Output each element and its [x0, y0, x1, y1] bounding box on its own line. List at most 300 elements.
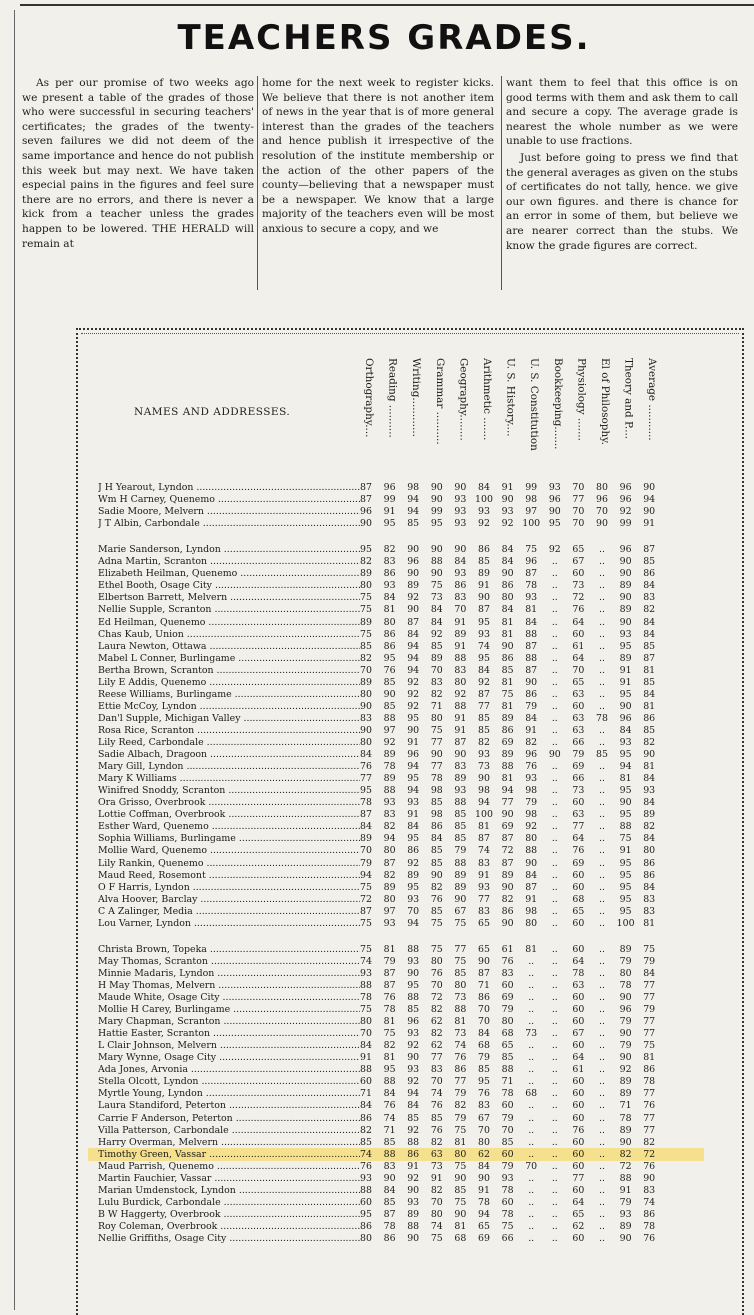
teacher-name: Nellie Supple, Scranton ..... [98, 604, 360, 616]
grade-cell: .. [599, 1016, 605, 1028]
grade-cell: 86 [360, 1220, 372, 1232]
grade-cell: 83 [643, 1184, 656, 1196]
teacher-name: Esther Ward, Quenemo ..... [98, 821, 360, 833]
table-row [78, 494, 738, 506]
grade-cell: 90 [430, 482, 443, 493]
grade-cell: 98 [478, 785, 490, 797]
grade-cell: 91 [478, 869, 490, 881]
grade-cell: .. [599, 797, 605, 809]
grade-cell: 80 [430, 955, 443, 967]
grade-cell: 93 [383, 797, 396, 809]
grade-cell: 60 [360, 1076, 372, 1088]
grade-cell: .. [551, 773, 558, 785]
grade-cell: 60 [572, 881, 585, 893]
grade-cell: 96 [407, 1016, 420, 1028]
teacher-name: J H Yearout, Lyndon ..... [98, 482, 360, 494]
grade-cell: 94 [643, 494, 656, 506]
grade-cell: 75 [454, 955, 467, 967]
grade-cell: .. [528, 1124, 535, 1136]
article-paragraph: As per our promise of two weeks ago we present a table of the grades of those who were successful in securing teachers' certificates; the grades of the twenty-seven failures we did not deem of the same importance and hence do not publish this week but may next. We have taken especial pains in the figures and feel sure there are no errors, and there is never a kick from a teacher unless the grades happen to be lowered. THE HERALD will remain at [22, 77, 254, 250]
column-header: Theory and P.... [622, 358, 635, 440]
grade-cell: 82 [360, 556, 372, 568]
grade-cell: 96 [619, 712, 632, 724]
grade-cell: 77 [430, 1052, 443, 1064]
grade-cell: 90 [454, 482, 467, 493]
grade-cell: 74 [430, 1088, 443, 1100]
grade-cell: 76 [360, 761, 372, 773]
teacher-name: Ethel Booth, Osage City ..... [98, 580, 360, 592]
grade-cell: 86 [383, 640, 396, 652]
grade-cell: 86 [454, 580, 467, 592]
grade-cell: .. [599, 761, 605, 773]
grade-cell: .. [551, 967, 558, 979]
grade-cell: 94 [407, 494, 420, 506]
teacher-name: O F Harris, Lyndon ..... [98, 882, 360, 894]
grade-cell: .. [551, 1208, 558, 1220]
grade-cell: 96 [596, 494, 608, 506]
grade-cell: 81 [454, 1136, 467, 1148]
teacher-name: Mabel L Conner, Burlingame ..... [98, 653, 360, 665]
grade-cell: .. [551, 1004, 558, 1016]
teacher-name: Stella Olcott, Lyndon ..... [98, 1076, 360, 1088]
grade-cell: 96 [525, 556, 538, 568]
grade-cell: 88 [360, 1184, 372, 1196]
grade-cell: 91 [407, 737, 420, 748]
grade-cell: 86 [383, 628, 396, 640]
grade-cell: 76 [572, 1124, 585, 1136]
grade-cell: .. [599, 1148, 605, 1160]
teacher-name: B W Haggerty, Overbrook ..... [98, 1209, 360, 1221]
grade-cell: 88 [454, 797, 467, 809]
grade-cell: 80 [525, 833, 538, 845]
table-row [78, 1161, 738, 1173]
grade-cell: 90 [619, 1136, 632, 1148]
grade-cell: 93 [454, 785, 467, 797]
grade-cell: 86 [478, 544, 490, 556]
grade-cell: 75 [643, 1040, 656, 1052]
teacher-name: Winifred Snoddy, Scranton ..... [98, 785, 360, 797]
grade-cell: 87 [501, 833, 514, 845]
grade-cell: 93 [407, 955, 420, 967]
grade-cell: 81 [643, 700, 656, 712]
grade-cell: 93 [383, 580, 396, 592]
grade-cell: 83 [501, 967, 514, 979]
teacher-name: Carrie F Anderson, Peterton ..... [98, 1113, 360, 1125]
grade-cell: 88 [454, 700, 467, 712]
grade-cell: 73 [525, 1028, 538, 1040]
teacher-name: Roy Coleman, Overbrook ..... [98, 1221, 360, 1233]
grade-cell: 89 [360, 616, 372, 628]
teacher-name: Nellie Griffiths, Osage City ..... [98, 1233, 360, 1245]
grade-cell: .. [528, 1004, 535, 1016]
column-header: El of Philosophy. [599, 358, 611, 445]
grade-cell: 60 [572, 1016, 585, 1028]
grade-cell: 79 [525, 700, 538, 712]
grade-cell: 70 [360, 664, 372, 676]
grade-cell: 88 [454, 1004, 467, 1016]
grade-cell: 74 [360, 1148, 372, 1160]
grade-cell: 89 [619, 943, 632, 955]
grade-cell: .. [551, 1220, 558, 1232]
grade-cell: 90 [478, 955, 490, 967]
table-row [78, 653, 738, 665]
table-row [78, 1016, 738, 1028]
grade-cell: 84 [478, 664, 490, 676]
grade-cell: .. [528, 1016, 535, 1028]
teacher-name: Minnie Madaris, Lyndon ..... [98, 968, 360, 980]
grade-cell: 77 [643, 1124, 656, 1136]
grade-cell: .. [551, 664, 558, 676]
grade-cell: .. [599, 1088, 605, 1100]
grade-cell: 78 [383, 1220, 396, 1232]
grade-cell: 85 [501, 1052, 514, 1064]
grade-cell: 95 [383, 652, 396, 664]
grade-cell: 75 [430, 580, 443, 592]
grade-cell: 79 [454, 1112, 467, 1124]
grade-cell: 64 [572, 1196, 585, 1208]
grade-cell: 85 [643, 640, 656, 652]
grade-cell: 84 [643, 881, 656, 893]
grade-cell: 70 [572, 506, 585, 518]
grade-cell: 83 [383, 556, 396, 568]
grade-cell: 93 [407, 1196, 420, 1208]
grade-cell: 77 [430, 761, 443, 773]
grade-cell: 93 [407, 1064, 420, 1076]
grade-cell: 83 [383, 1160, 396, 1172]
grade-cell: 91 [454, 712, 467, 724]
grade-cell: 87 [383, 967, 396, 979]
grade-cell: 70 [478, 1124, 490, 1136]
teacher-name: Mary K Williams ..... [98, 773, 360, 785]
grade-cell: 81 [383, 1052, 396, 1064]
teacher-name: Rosa Rice, Scranton ..... [98, 725, 360, 737]
grade-cell: .. [551, 845, 558, 857]
grade-cell: 83 [360, 712, 372, 724]
grade-cell: 84 [360, 1100, 372, 1112]
grade-cell: 92 [407, 1040, 420, 1052]
grade-cell: 71 [501, 1076, 514, 1088]
table-row [78, 737, 738, 749]
grade-cell: 89 [619, 1124, 632, 1136]
grade-cell: 100 [616, 917, 635, 929]
grade-cell: 87 [525, 664, 538, 676]
grade-cell: 70 [478, 1016, 490, 1028]
table-row [78, 1064, 738, 1076]
grade-cell: .. [551, 943, 558, 955]
grade-cell: .. [551, 640, 558, 652]
teacher-name: Martin Fauchier, Vassar ..... [98, 1173, 360, 1185]
grade-cell: 99 [619, 518, 632, 530]
grade-cell: 86 [407, 1148, 420, 1160]
teacher-name: Ora Grisso, Overbrook ..... [98, 797, 360, 809]
table-row [78, 1221, 738, 1233]
grade-cell: 90 [360, 700, 372, 712]
grade-cell: 100 [475, 494, 493, 506]
grade-cell: 86 [478, 992, 490, 1003]
grade-cell: 93 [360, 967, 372, 979]
teacher-name: Maud Reed, Rosemont ..... [98, 870, 360, 882]
grade-cell: .. [551, 1064, 558, 1076]
grade-cell: 94 [407, 785, 420, 797]
grade-cell: 95 [360, 785, 372, 797]
grade-cell: 72 [572, 592, 585, 604]
grade-cell: 76 [643, 1100, 656, 1112]
grade-cell: 84 [407, 821, 420, 833]
grade-cell: 90 [407, 967, 420, 979]
table-row [78, 797, 738, 809]
grade-cell: 74 [643, 1196, 656, 1208]
grade-cell: .. [551, 1233, 558, 1244]
grade-cell: 89 [501, 749, 514, 761]
grade-cell: 82 [430, 1004, 443, 1016]
grade-cell: .. [528, 967, 535, 979]
table-row [78, 592, 738, 604]
grade-cell: 87 [360, 482, 372, 493]
grade-cell: 91 [407, 809, 420, 821]
grade-cell: 77 [454, 1076, 467, 1088]
grade-cell: 82 [430, 1184, 443, 1196]
grade-cell: .. [551, 1196, 558, 1208]
grade-cell: 90 [478, 773, 490, 785]
grade-cell: 95 [548, 518, 561, 530]
grade-cell: 60 [501, 1100, 514, 1112]
grade-cell: 81 [643, 917, 656, 929]
grade-cell: 86 [501, 652, 514, 664]
grade-cell: .. [599, 737, 605, 748]
grade-cell: 88 [430, 556, 443, 568]
table-row [78, 556, 738, 568]
grade-cell: 79 [501, 1160, 514, 1172]
grade-cell: 80 [360, 1233, 372, 1244]
table-row [78, 1004, 738, 1016]
grade-cell: 89 [619, 1088, 632, 1100]
grade-cell: 88 [407, 943, 420, 955]
grade-cell: 86 [643, 1064, 656, 1076]
grade-cell: 90 [501, 809, 514, 821]
grade-cell: 100 [522, 518, 541, 530]
grade-cell: 91 [454, 616, 467, 628]
table-row [78, 749, 738, 761]
grade-cell: 91 [383, 506, 396, 518]
grade-cell: 64 [572, 652, 585, 664]
grade-cell: 93 [454, 518, 467, 530]
grade-cell: 63 [572, 688, 585, 700]
grade-cell: 92 [619, 1064, 632, 1076]
teacher-name: H May Thomas, Melvern ..... [98, 980, 360, 992]
grade-cell: 60 [572, 917, 585, 929]
grade-cell: 95 [619, 893, 632, 905]
grade-cell: 78 [596, 712, 608, 724]
teacher-name: Elizabeth Heilman, Quenemo ..... [98, 568, 360, 580]
table-row [78, 882, 738, 894]
grade-cell: 75 [383, 1028, 396, 1040]
grade-cell: 77 [454, 943, 467, 955]
grade-cell: 91 [525, 724, 538, 736]
grade-cell: 73 [430, 1160, 443, 1172]
grade-cell: 60 [572, 943, 585, 955]
grade-cell: 90 [643, 1172, 656, 1184]
grade-cell: 80 [360, 688, 372, 700]
grade-cell: 78 [360, 797, 372, 809]
grade-cell: .. [551, 724, 558, 736]
grade-cell: 90 [407, 1052, 420, 1064]
grade-cell: 79 [525, 797, 538, 809]
grade-cell: 89 [383, 881, 396, 893]
grade-cell: .. [551, 568, 558, 580]
grade-cell: 89 [454, 628, 467, 640]
column-header: U. S. Constitution [528, 358, 541, 451]
grade-cell: 93 [407, 797, 420, 809]
grade-cell: 60 [572, 1233, 585, 1244]
grade-cell: 63 [430, 1148, 443, 1160]
grade-cell: 62 [430, 1016, 443, 1028]
table-row [78, 858, 738, 870]
grade-cell: 94 [407, 640, 420, 652]
grade-cell: .. [551, 1088, 558, 1100]
grade-cell: .. [599, 664, 605, 676]
grade-cell: 87 [478, 604, 490, 616]
grade-cell: 90 [454, 1172, 467, 1184]
grade-cell: 68 [454, 1233, 467, 1244]
grade-cell: 88 [383, 712, 396, 724]
grade-cell: 65 [478, 1220, 490, 1232]
grade-cell: 76 [643, 1233, 656, 1244]
grade-cell: 95 [478, 1076, 490, 1088]
grade-cell: 92 [407, 676, 420, 688]
teacher-name: Reese Williams, Burlingame ..... [98, 689, 360, 701]
article-column-3 [506, 76, 738, 255]
grade-cell: 93 [407, 1028, 420, 1040]
grade-cell: 89 [407, 580, 420, 592]
grade-cell: .. [551, 905, 558, 917]
grade-cell: 72 [619, 1160, 632, 1172]
teacher-name: Mollie H Carey, Burlingame ..... [98, 1004, 360, 1016]
grade-cell: 95 [407, 881, 420, 893]
grade-cell: 84 [501, 544, 514, 556]
grade-cell: .. [528, 1064, 535, 1076]
grade-cell: 71 [360, 1088, 372, 1100]
grade-cell: 73 [478, 761, 490, 773]
grade-cell: 85 [643, 676, 656, 688]
grade-cell: 85 [430, 845, 443, 857]
grade-cell: 98 [430, 785, 443, 797]
grade-cell: 97 [383, 724, 396, 736]
grade-cell: .. [599, 905, 605, 917]
teacher-name: Mary Wynne, Osage City ..... [98, 1052, 360, 1064]
grade-cell: 85 [501, 664, 514, 676]
grade-cell: 69 [501, 992, 514, 1003]
grade-cell: 66 [572, 737, 585, 748]
grade-cell: 64 [572, 955, 585, 967]
table-row [78, 1209, 738, 1221]
teacher-name: Timothy Green, Vassar ..... [98, 1149, 360, 1161]
teacher-name: Ettie McCoy, Lyndon ..... [98, 701, 360, 713]
grade-cell: 85 [454, 809, 467, 821]
grade-cell: 69 [501, 821, 514, 833]
grade-cell: 90 [454, 1208, 467, 1220]
grade-cell: 90 [525, 676, 538, 688]
grade-cell: .. [528, 1076, 535, 1088]
grade-cell: 89 [501, 712, 514, 724]
grade-cell: 90 [619, 992, 632, 1003]
table-row [78, 580, 738, 592]
grade-cell: 99 [430, 506, 443, 518]
teacher-name: Sadie Moore, Melvern ..... [98, 506, 360, 518]
grade-cell: 86 [501, 580, 514, 592]
grade-cell: 75 [430, 917, 443, 929]
grade-cell: 93 [525, 773, 538, 785]
grade-cell: 77 [478, 700, 490, 712]
grade-cell: 95 [360, 544, 372, 556]
grade-cell: 93 [478, 881, 490, 893]
grade-cell: 89 [454, 881, 467, 893]
grade-cell: 78 [643, 1220, 656, 1232]
grade-cell: 99 [383, 494, 396, 506]
grade-cell: 87 [383, 979, 396, 991]
grade-cell: 90 [548, 749, 561, 761]
grade-cell: 83 [478, 1100, 490, 1112]
grade-cell: 70 [360, 845, 372, 857]
grade-cell: 76 [525, 761, 538, 773]
grade-cell: 83 [454, 761, 467, 773]
grade-cell: 95 [619, 640, 632, 652]
grade-cell: 93 [478, 506, 490, 518]
grade-cell: 68 [501, 1028, 514, 1040]
grade-cell: 85 [407, 1004, 420, 1016]
grade-cell: 89 [619, 580, 632, 592]
grade-cell: 85 [383, 1136, 396, 1148]
grade-cell: 64 [572, 833, 585, 845]
grade-cell: 85 [383, 700, 396, 712]
grade-cell: 85 [454, 833, 467, 845]
grade-cell: .. [528, 955, 535, 967]
grade-cell: 82 [430, 881, 443, 893]
grade-cell: 83 [643, 893, 656, 905]
grade-cell: .. [551, 592, 558, 604]
grade-cell: 90 [643, 749, 656, 761]
grade-cell: 92 [407, 688, 420, 700]
grade-cell: 82 [501, 893, 514, 905]
grade-cell: 84 [525, 869, 538, 881]
grade-cell: 84 [407, 628, 420, 640]
grade-cell: 94 [407, 652, 420, 664]
grade-cell: 81 [383, 1016, 396, 1028]
grade-cell: 75 [360, 628, 372, 640]
grade-cell: 95 [478, 616, 490, 628]
grade-cell: 84 [619, 724, 632, 736]
grade-cell: 82 [360, 1124, 372, 1136]
grade-cell: 80 [478, 1136, 490, 1148]
table-row [78, 665, 738, 677]
grade-cell: .. [599, 967, 605, 979]
grades-table [76, 328, 744, 1315]
table-row [78, 870, 738, 882]
grade-cell: 90 [619, 1028, 632, 1040]
grade-cell: .. [599, 1112, 605, 1124]
grade-cell: 81 [643, 664, 656, 676]
table-row [78, 833, 738, 845]
grade-cell: 84 [430, 616, 443, 628]
grade-cell: .. [551, 1172, 558, 1184]
grade-cell: .. [599, 556, 605, 568]
grade-cell: 88 [360, 1064, 372, 1076]
grade-cell: .. [551, 1028, 558, 1040]
grade-cell: 98 [525, 809, 538, 821]
grade-cell: 90 [454, 544, 467, 556]
grade-cell: 85 [596, 749, 608, 761]
grade-cell: .. [551, 688, 558, 700]
grade-cell: 91 [501, 482, 514, 493]
